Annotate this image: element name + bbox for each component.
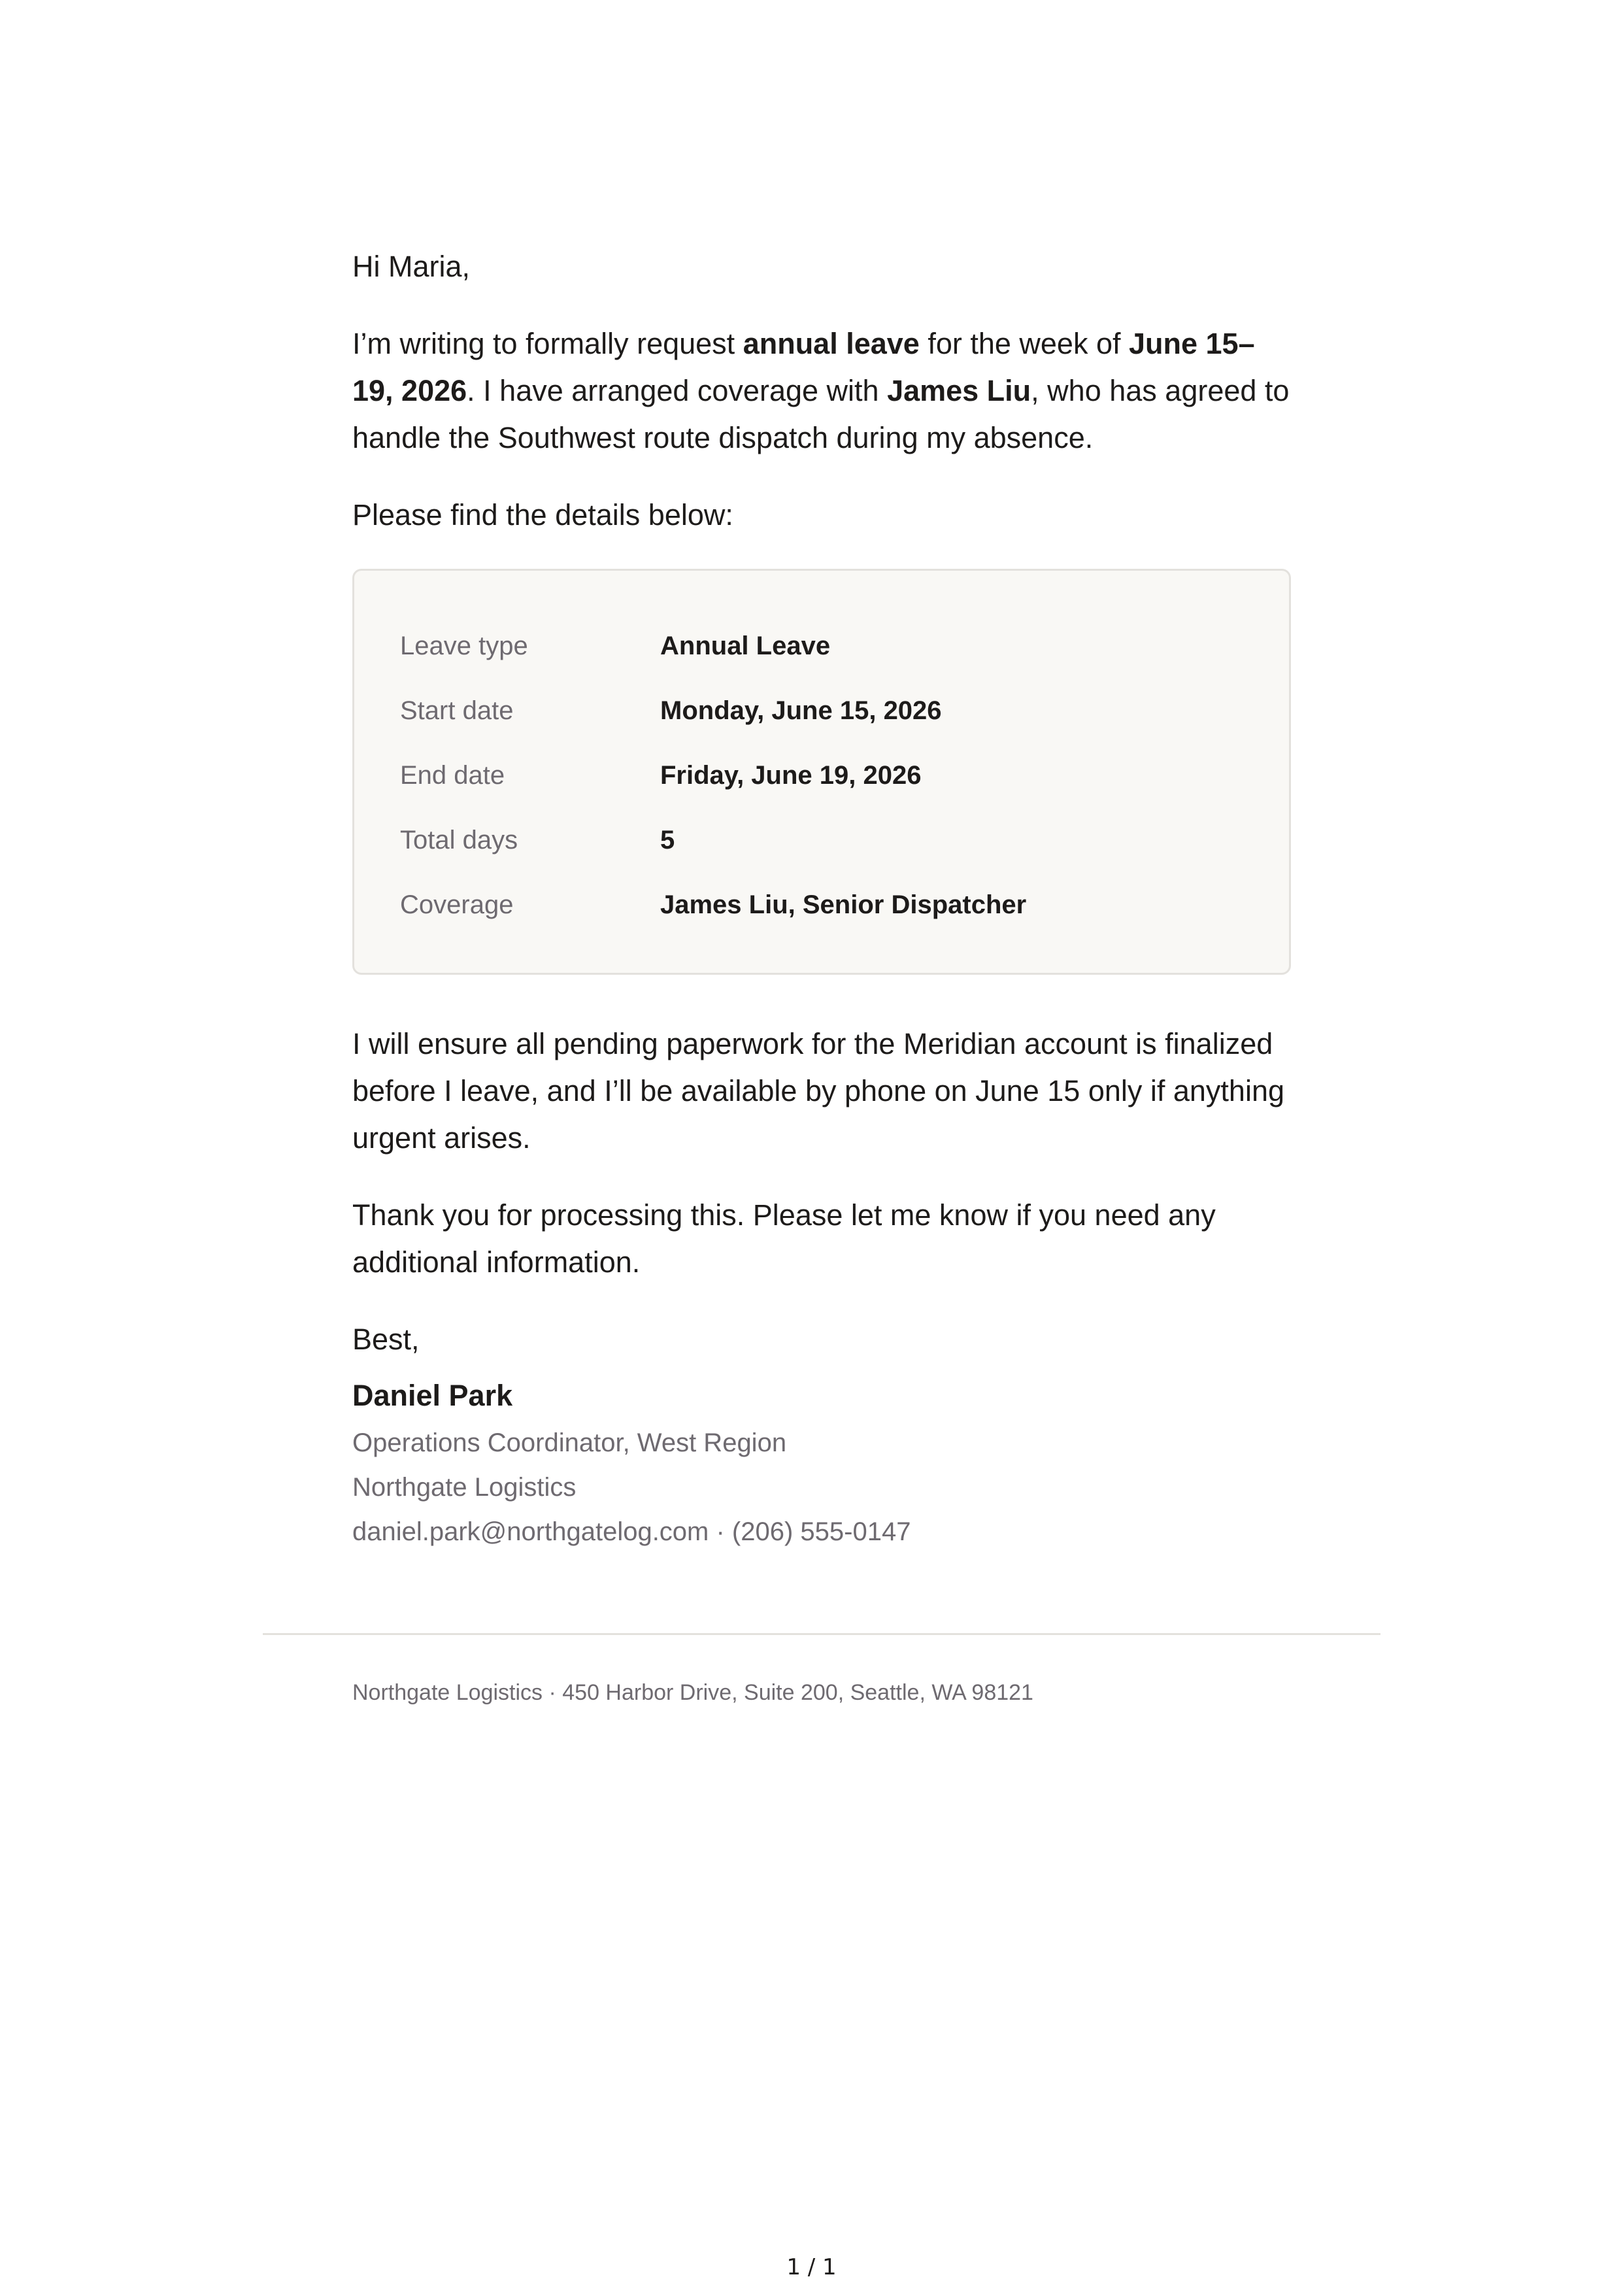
detail-value: James Liu, Senior Dispatcher <box>660 890 1027 919</box>
page-number: 1 / 1 <box>786 2254 837 2280</box>
detail-value: Friday, June 19, 2026 <box>660 761 922 790</box>
footer-divider <box>263 1633 1380 1635</box>
paperwork-paragraph: I will ensure all pending paperwork for the Meridian account is finalized before I leave, and I’ll be available by phone on June 15 only if anything urgent arises. <box>352 1027 1285 1155</box>
detail-value: Monday, June 15, 2026 <box>660 696 942 725</box>
detail-row-total-days <box>400 808 1243 873</box>
detail-label: Leave type <box>400 632 528 660</box>
details-intro: Please find the details below: <box>352 498 733 532</box>
intro-text-1: I’m writing to formally request <box>352 327 743 360</box>
intro-paragraph <box>352 320 1291 462</box>
intro-text-2: for the week of <box>919 327 1129 360</box>
intro-text-3: . I have arranged coverage with <box>467 374 888 407</box>
detail-row-coverage <box>400 873 1243 937</box>
intro-leave-type: annual leave <box>743 327 920 360</box>
leave-details-box <box>352 569 1291 975</box>
greeting: Hi Maria, <box>352 250 471 283</box>
intro-coverage-name: James Liu <box>887 374 1031 407</box>
letter-body <box>352 243 1291 1553</box>
footer-address: Northgate Logistics · 450 Harbor Drive, Suite 200, Seattle, WA 98121 <box>352 1680 1033 1705</box>
detail-value: 5 <box>660 826 675 854</box>
detail-row-start-date <box>400 679 1243 743</box>
intro-dates: June 15–19, 2026 <box>352 327 1255 407</box>
signature-block <box>352 1316 1291 1553</box>
signature-closing: Best, <box>352 1323 420 1356</box>
detail-row-end-date <box>400 743 1243 808</box>
signature-company: Northgate Logistics <box>352 1473 577 1502</box>
signature-title: Operations Coordinator, West Region <box>352 1428 787 1457</box>
detail-label: Coverage <box>400 890 514 919</box>
intro-text-4: , who has agreed to handle the Southwest route dispatch during my absence. <box>352 374 1290 454</box>
detail-value: Annual Leave <box>660 632 831 660</box>
signature-contact: daniel.park@northgatelog.com · (206) 555-0147 <box>352 1517 911 1546</box>
detail-row-leave-type <box>400 614 1243 679</box>
thanks-paragraph: Thank you for processing this. Please let me know if you need any additional information. <box>352 1198 1216 1279</box>
detail-label: End date <box>400 761 505 790</box>
signature-name: Daniel Park <box>352 1379 513 1412</box>
detail-label: Total days <box>400 826 518 854</box>
detail-label: Start date <box>400 696 514 725</box>
